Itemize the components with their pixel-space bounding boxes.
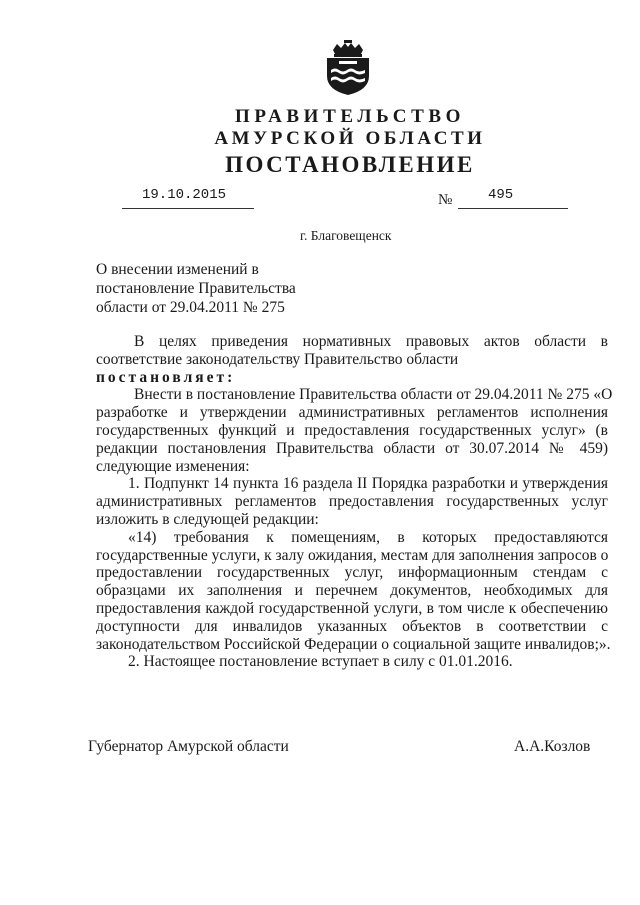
document-number: 495 <box>488 187 514 203</box>
signatory-name: А.А.Козлов <box>514 738 591 755</box>
government-title: ПРАВИТЕЛЬСТВО <box>234 106 466 127</box>
date-underline <box>122 208 254 209</box>
document-body <box>96 333 613 671</box>
body-line: следующие изменения: <box>96 457 250 475</box>
signatory-title: Губернатор Амурской области <box>88 738 289 755</box>
body-line: административных регламентов предоставления государственных услуг <box>96 493 608 511</box>
body-line: законодательством Российской Федерации о социальной защите инвалидов;». <box>96 635 611 653</box>
resolution-word: постановляет: <box>96 368 236 386</box>
body-line: соответствие законодательству Правительство области <box>96 350 459 368</box>
body-line: 1. Подпункт 14 пункта 16 раздела II Порядка разработки и утверждения <box>128 475 608 493</box>
subject-line: области от 29.04.2011 № 275 <box>96 299 285 316</box>
document-date: 19.10.2015 <box>142 187 227 203</box>
body-line: разработке и утверждении административных регламентов исполнения <box>96 404 608 422</box>
body-line: В целях приведения нормативных правовых актов области в <box>134 333 608 350</box>
body-line: предоставлении государственных услуг, информационным стендам с <box>96 564 608 582</box>
body-line: государственных функций и предоставления государственных услуг» (в <box>96 421 608 439</box>
region-title: АМУРСКОЙ ОБЛАСТИ <box>214 128 486 149</box>
document-subject <box>96 260 336 317</box>
body-line: «14) требования к помещениям, в которых предоставляются <box>128 528 608 546</box>
subject-line: О внесении изменений в <box>96 261 259 278</box>
body-line: Внести в постановление Правительства области от 29.04.2011 № 275 «О <box>134 386 613 404</box>
body-line: 2. Настоящее постановление вступает в силу с 01.01.2016. <box>128 653 513 671</box>
coat-of-arms-icon <box>323 40 373 96</box>
body-line: образцами их заполнения и перечнем документов, необходимых для <box>96 582 608 600</box>
number-sign: № <box>438 192 453 208</box>
body-line: редакции постановления Правительства области от 30.07.2014 № 459) <box>96 439 608 457</box>
body-line: предоставления каждой государственной услуги, в том числе к обеспечению <box>96 599 608 617</box>
subject-line: постановление Правительства <box>96 280 296 297</box>
body-line: изложить в следующей редакции: <box>96 510 319 528</box>
body-line: государственные услуги, к залу ожидания, местам для заполнения запросов о <box>96 546 609 564</box>
body-line: доступности для инвалидов указанных объектов в соответствии с <box>96 617 608 635</box>
number-underline <box>458 208 568 209</box>
city-label: г. Благовещенск <box>300 228 392 243</box>
document-type-title: ПОСТАНОВЛЕНИЕ <box>225 152 475 177</box>
